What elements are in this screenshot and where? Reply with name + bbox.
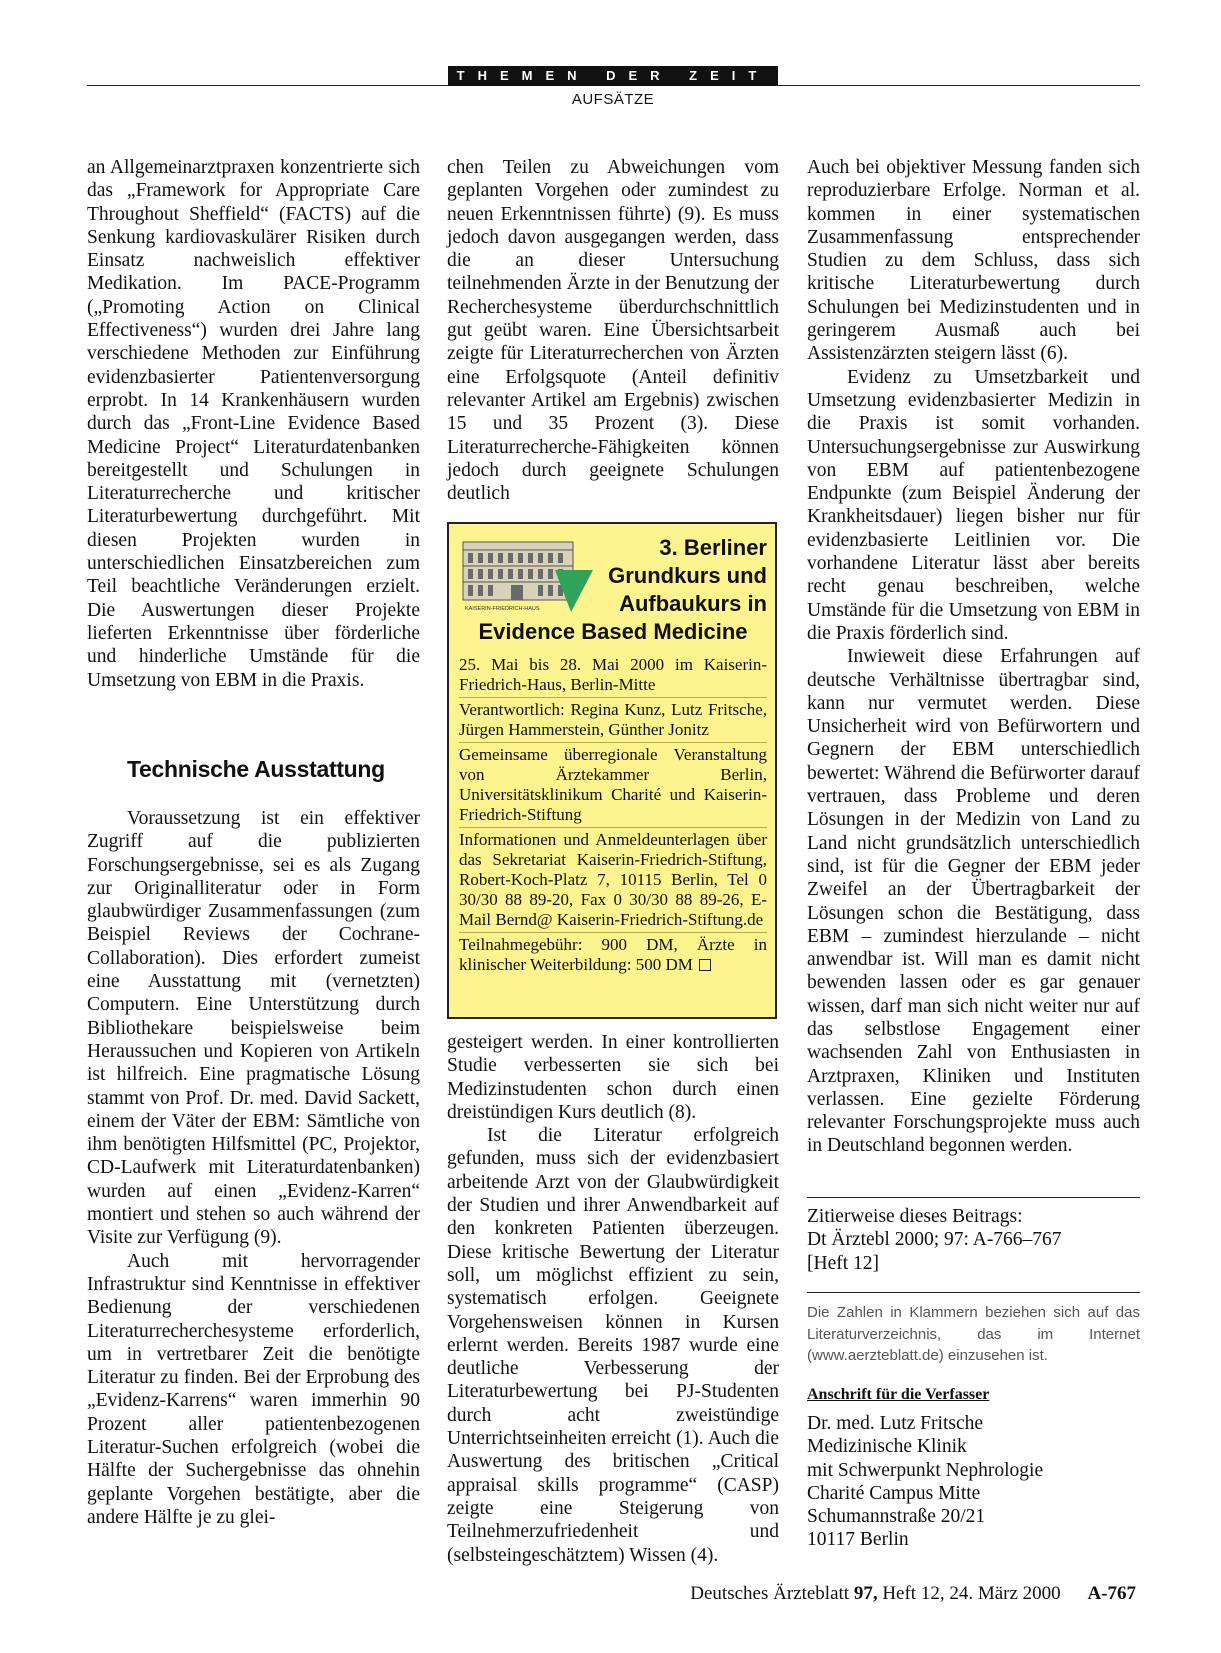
citation-line: Dt Ärztebl 2000; 97: A-766–767: [807, 1229, 1062, 1251]
course-title-line: Aufbaukurs in: [619, 591, 767, 616]
course-details: [459, 653, 767, 977]
reference-note: Die Zahlen in Klammern beziehen sich auf das Literaturverzeichnis, das im Internet (www.aerzteblatt.de) einzusehen ist.: [807, 1304, 1140, 1364]
address-line: Charité Campus Mitte: [807, 1482, 981, 1504]
course-announcement-box: [447, 522, 777, 1019]
citation-block: [807, 1205, 1140, 1275]
section-heading: Technische Ausstattung: [127, 756, 385, 782]
paragraph: an Allgemeinarztpraxen konzentrierte sich das „Framework for Appropriate Care Throughout Sheffield“ (FACTS) auf die Senkung kardiovaskulärer Risiken durch Einsatz nachweislich effektiver Medikation. Im PACE-Programm („Promoting Action on Clinical Effectiveness“) wurden drei Jahre lang verschiedene Methoden zur Einführung evidenzbasierter Patientenversorgung erprobt. In 14 Krankenhäusern wurden durch das „Front-Line Evidence Based Medicine Project“ Literaturdatenbanken bereitgestellt und Schulungen in Literaturrecherche und kritischer Literaturbewertung durchgeführt. Mit diesen Projekten wurden in unterschiedlichen Einsatzbereichen zum Teil beachtliche Veränderungen erzielt. Die Auswertungen dieser Projekte lieferten Erkenntnisse über förderliche und hinderliche Umstände für die Umsetzung von EBM in die Praxis.: [87, 157, 420, 691]
journal-name: Deutsches Ärzteblatt: [690, 1583, 850, 1604]
course-organizers: Gemeinsame überregionale Veranstaltung von Ärztekammer Berlin, Universitätsklinikum Charité und Kaiserin-Friedrich-Stiftung: [459, 743, 767, 828]
address-line: Medizinische Klinik: [807, 1436, 967, 1458]
paragraph: Inwieweit diese Erfahrungen auf deutsche Verhältnisse übertragbar sind, kann nur vermutet werden. Diese Unsicherheit wird von Befürwortern und Gegnern der EBM unterschiedlich bewertet: Während die Befürworter darauf vertrauen, dass Probleme und deren Lösungen in der Medizin von Land zu Land nicht grundsätzlich unterschiedlich sind, ist für die Gegner der EBM jeder Zweifel an der Übertragbarkeit der Lösungen schon die Bestätigung, dass EBM – zumindest hierzulande – nicht anwendbar ist. Will man es damit nicht bewenden lassen oder es gar genauer wissen, darf man sich nicht weiter nur auf das selbstlose Engagement einer wachsenden Zahl von Enthusiasten in Arztpraxen, Kliniken und Instituten verlassen. Eine gezielte Förderung relevanter Forschungsprojekte muss auch in Deutschland begonnen werden.: [807, 646, 1140, 1157]
citation-line: Zitierweise dieses Beitrags:: [807, 1206, 1023, 1227]
course-title-line: Grundkurs und: [608, 563, 767, 588]
paragraph: Voraussetzung ist ein effektiver Zugriff auf die publizierten Forschungsergebnisse, sei es als Zugang zur Originalliteratur oder in Form glaubwürdiger Zusammenfassungen (zum Beispiel Reviews der Cochrane-Collaboration). Dies erfordert zumeist eine Ausstattung mit (vernetzten) Computern. Eine Unterstützung durch Bibliothekare beispielsweise beim Heraussuchen und Kopieren von Artikeln ist hilfreich. Eine pragmatische Lösung stammt von Prof. Dr. med. David Sackett, einem der Väter der EBM: Sämtliche von ihm benötigten Hilfsmittel (PC, Projektor, CD-Laufwerk mit Literaturdatenbanken) wurden auf einen „Evidenz-Karren“ montiert und stehen so auch während der Visite zur Verfügung (9).: [87, 808, 420, 1249]
course-title: [459, 534, 767, 646]
course-title-line: Evidence Based Medicine: [478, 619, 748, 644]
address-line: Dr. med. Lutz Fritsche: [807, 1413, 984, 1434]
column-2-top: [447, 156, 779, 505]
page-footer: [690, 1583, 1136, 1605]
page-number: A-767: [1087, 1583, 1136, 1604]
column-1-top: [87, 156, 420, 692]
course-fee: Teilnahmegebühr: 900 DM, Ärzte in klinischer Weiterbildung: 500 DM: [459, 935, 767, 974]
course-responsible: Verantwortlich: Regina Kunz, Lutz Fritsche, Jürgen Hammerstein, Günther Jonitz: [459, 698, 767, 743]
paragraph: Auch mit hervorragender Infrastruktur sind Kenntnisse in effektiver Bedienung der verschiedenen Literaturrecherchesysteme erforderlich, um in vertretbarer Zeit die benötigte Literatur zu finden. Bei der Erprobung des „Evidenz-Karrens“ waren immerhin 90 Prozent aller patientenbezogenen Literatur-Suchen erfolgreich (wobei die Hälfte der Suchergebnisse das ohnehin geplante Vorgehen bestätigte, aber die andere Hälfte je zu glei-: [87, 1250, 420, 1528]
address-line: 10117 Berlin: [807, 1529, 909, 1551]
journal-volume: 97,: [853, 1583, 878, 1604]
image-caption: KAISERIN-FRIEDRICH-HAUS: [465, 606, 540, 612]
paragraph: Evidenz zu Umsetzbarkeit und Umsetzung evidenzbasierter Medizin in die Praxis ist somit vorhanden. Untersuchungsergebnisse zur Auswirkung von EBM auf patientenbezogene Endpunkte (zum Beispiel Änderung der Krankheitsdauer) liegen bisher nur für evidenzbasierte Leitlinien vor. Die vorhandene Literatur lässt aber bereits recht genau beschreiben, welche Umstände für die Umsetzung von EBM in die Praxis förderlich sind.: [807, 366, 1140, 644]
citation-rule-bottom: [807, 1292, 1140, 1293]
journal-issue: Heft 12, 24. März 2000: [882, 1583, 1061, 1604]
address-heading: Anschrift für die Verfasser: [807, 1386, 990, 1403]
paragraph: gesteigert werden. In einer kontrollierten Studie verbesserten sie sich bei Medizinstudenten schon durch einen dreistündigen Kurs deutlich (8).: [447, 1032, 779, 1123]
section-kicker: THEMEN DER ZEIT: [448, 66, 778, 86]
column-3: [807, 156, 1140, 1158]
column-2-bottom: [447, 1031, 779, 1567]
author-address: [807, 1412, 1140, 1552]
citation-rule-top: [807, 1197, 1140, 1198]
section-label: AUFSÄTZE: [571, 91, 655, 108]
column-1-bottom: [87, 807, 420, 1529]
paragraph: chen Teilen zu Abweichungen vom geplanten Vorgehen oder zumindest zu neuen Erkenntnissen führte) (9). Es muss jedoch davon ausgegangen werden, dass die an dieser Untersuchung teilnehmenden Ärzte in der Benutzung der Recherchesysteme überdurchschnittlich gut geübt waren. Eine Übersichtsarbeit zeigte für Literaturrecherchen von Ärzten eine Erfolgsquote (Anteil definitiv relevanter Artikel am Ergebnis) zwischen 15 und 35 Prozent (3). Diese Literaturrecherche-Fähigkeiten können jedoch durch geeignete Schulungen deutlich: [447, 157, 779, 505]
course-fee-line: [459, 933, 767, 977]
address-line: mit Schwerpunkt Nephrologie: [807, 1459, 1044, 1481]
citation-line: [Heft 12]: [807, 1252, 880, 1274]
paragraph: Auch bei objektiver Messung fanden sich reproduzierbare Erfolge. Norman et al. kommen in einer systematischen Zusammenfassung entsprechender Studien zu dem Schluss, dass sich kritische Literaturbewertung durch Schulungen bei Medizinstudenten und in geringerem Ausmaß auch bei Assistenzärzten steigern lässt (6).: [807, 157, 1140, 365]
end-of-article-icon: [699, 959, 711, 971]
address-line: Schumannstraße 20/21: [807, 1506, 986, 1528]
course-info: Informationen und Anmeldeunterlagen über das Sekretariat Kaiserin-Friedrich-Stiftung, Robert-Koch-Platz 7, 10115 Berlin, Tel 0 30/30 88 89-20, Fax 0 30/30 88 89-26, E-Mail Bernd@ Kaiserin-Friedrich-Stiftung.de: [459, 828, 767, 933]
course-title-line: 3. Berliner: [659, 535, 767, 560]
paragraph: Ist die Literatur erfolgreich gefunden, muss sich der evidenzbasiert arbeitende Arzt von der Glaubwürdigkeit der Studien und ihrer Anwendbarkeit auf den konkreten Patienten überzeugen. Diese kritische Bewertung der Literatur soll, um möglichst effizient zu sein, systematisch erfolgen. Geeignete Vorgehensweisen können in Kursen erlernt werden. Bereits 1987 wurde eine deutliche Verbesserung der Literaturbewertung bei PJ-Studenten durch acht zweistündige Unterrichtseinheiten erreicht (1). Auch die Auswertung des britischen „Critical appraisal skills programme“ (CASP) zeigte eine Steigerung von Teilnehmerzufriedenheit und (selbsteingeschätztem) Wissen (4).: [447, 1125, 779, 1566]
course-date: 25. Mai bis 28. Mai 2000 im Kaiserin-Friedrich-Haus, Berlin-Mitte: [459, 653, 767, 698]
